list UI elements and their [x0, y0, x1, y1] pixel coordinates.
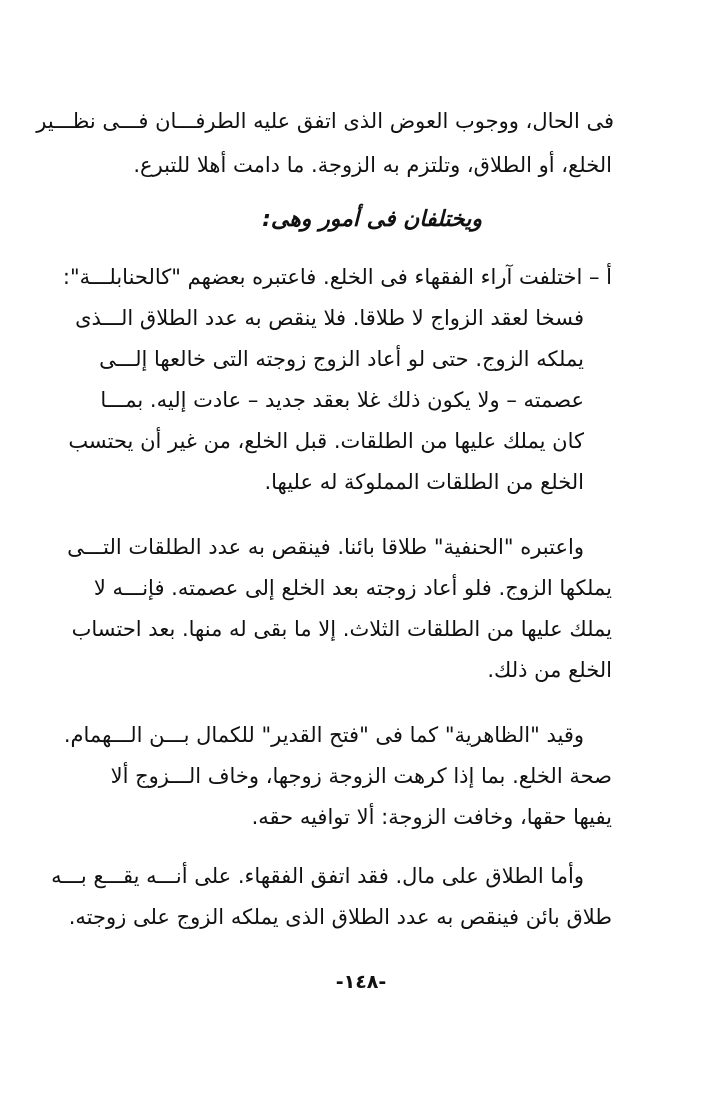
text-line-10: يملكها الزوج. فلو أعاد زوجته بعد الخلع إلى عصمته. فإنـــه لا: [93, 576, 612, 600]
text-line-9: واعتبره "الحنفية" طلاقا بائنا. فينقص به عدد الطلقات التـــى: [67, 535, 584, 559]
text-line-11: يملك عليها من الطلقات الثلاث. إلا ما بقى له منها. بعد احتساب: [71, 617, 612, 641]
section-heading: ويختلفان فى أمور وهى:: [262, 207, 482, 232]
text-line-15: يفيها حقها، وخافت الزوجة: ألا توافيه حقه.: [251, 805, 612, 829]
text-line-1: فى الحال، ووجوب العوض الذى اتفق عليه الطرفـــان فـــى نظـــير: [36, 109, 614, 133]
text-line-14: صحة الخلع. بما إذا كرهت الزوجة زوجها، وخاف الـــزوج ألا: [110, 764, 612, 788]
text-line-7: كان يملك عليها من الطلقات. قبل الخلع، من غير أن يحتسب: [68, 429, 584, 453]
text-line-6: عصمته – ولا يكون ذلك غلا بعقد جديد – عادت إليه. بمـــا: [100, 388, 584, 412]
text-line-16: وأما الطلاق على مال. فقد اتفق الفقهاء. على أنـــه يقـــع بـــه: [51, 864, 584, 888]
text-line-3: أ – اختلفت آراء الفقهاء فى الخلع. فاعتبره بعضهم "كالحنابلـــة":: [62, 265, 612, 289]
text-line-13: وقيد "الظاهرية" كما فى "فتح القدير" للكمال بـــن الـــهمام.: [63, 723, 584, 747]
text-line-4: فسخا لعقد الزواج لا طلاقا. فلا ينقص به عدد الطلاق الـــذى: [75, 306, 584, 330]
text-line-12: الخلع من ذلك.: [487, 658, 612, 682]
text-line-17: طلاق بائن فينقص به عدد الطلاق الذى يملكه الزوج على زوجته.: [68, 905, 612, 929]
page-number: -١٤٨-: [335, 971, 387, 993]
text-line-5: يملكه الزوج. حتى لو أعاد الزوج زوجته التى خالعها إلـــى: [99, 347, 584, 371]
text-line-2: الخلع، أو الطلاق، وتلتزم به الزوجة. ما دامت أهلا للتبرع.: [133, 153, 612, 177]
text-line-8: الخلع من الطلقات المملوكة له عليها.: [264, 470, 584, 494]
